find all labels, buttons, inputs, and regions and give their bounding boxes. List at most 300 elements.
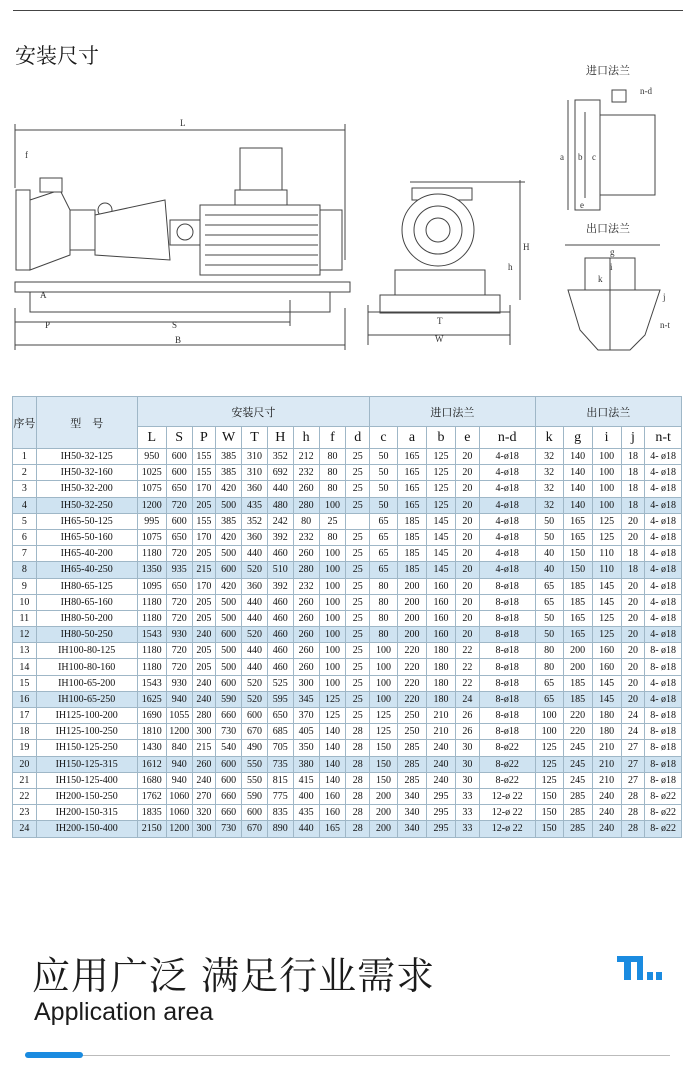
table-cell: 210 (592, 756, 621, 772)
table-cell: 8- ø22 (645, 805, 682, 821)
table-cell: 25 (346, 691, 370, 707)
row-model: IH80-50-250 (36, 627, 137, 643)
table-cell: 25 (346, 562, 370, 578)
table-cell: 28 (621, 821, 645, 837)
table-cell: 440 (242, 610, 268, 626)
table-cell: 285 (563, 788, 592, 804)
table-cell: 8- ø18 (645, 724, 682, 740)
table-cell: 150 (535, 805, 563, 821)
table-cell: 80 (370, 578, 398, 594)
table-cell: 210 (592, 740, 621, 756)
table-cell: 25 (346, 449, 370, 465)
table-cell: 80 (293, 513, 319, 529)
table-cell: 180 (427, 643, 456, 659)
table-cell: 285 (563, 821, 592, 837)
table-cell: 600 (216, 627, 242, 643)
table-cell: 20 (621, 627, 645, 643)
row-model: IH200-150-315 (36, 805, 137, 821)
table-cell: 260 (293, 546, 319, 562)
table-cell: 140 (319, 740, 346, 756)
table-cell: 25 (346, 465, 370, 481)
table-cell: 125 (592, 513, 621, 529)
table-cell: 100 (319, 578, 346, 594)
table-cell: 50 (535, 529, 563, 545)
table-cell: 80 (319, 449, 346, 465)
table-cell: 705 (267, 740, 293, 756)
table-cell: 20 (621, 659, 645, 675)
table-cell: 125 (370, 708, 398, 724)
col-header: W (216, 427, 242, 449)
table-cell: 185 (397, 562, 426, 578)
table-cell: 20 (621, 529, 645, 545)
svg-text:h: h (508, 262, 513, 272)
table-cell: 8-ø18 (479, 594, 535, 610)
table-cell: 660 (216, 788, 242, 804)
table-cell: 100 (370, 659, 398, 675)
table-cell: 100 (535, 724, 563, 740)
table-cell: 1095 (137, 578, 166, 594)
table-cell: 460 (267, 659, 293, 675)
table-cell: 160 (319, 805, 346, 821)
table-cell: 22 (456, 675, 480, 691)
svg-text:B: B (175, 335, 182, 345)
table-cell: 100 (592, 497, 621, 513)
table-cell: 20 (621, 675, 645, 691)
table-cell: 340 (397, 788, 426, 804)
table-cell: 1543 (137, 675, 166, 691)
table-cell: 210 (427, 708, 456, 724)
table-cell: 1060 (166, 805, 192, 821)
table-cell: 242 (267, 513, 293, 529)
table-cell: 650 (166, 529, 192, 545)
table-cell: 20 (621, 594, 645, 610)
table-cell: 600 (242, 805, 268, 821)
col-model: 型 号 (36, 397, 137, 449)
table-cell: 8-ø18 (479, 627, 535, 643)
table-cell: 720 (166, 546, 192, 562)
table-cell: 460 (267, 546, 293, 562)
table-cell: 200 (397, 627, 426, 643)
table-cell: 145 (427, 529, 456, 545)
svg-text:c: c (592, 152, 596, 162)
table-cell: 20 (456, 465, 480, 481)
table-cell: 460 (267, 594, 293, 610)
table-cell: 170 (192, 481, 216, 497)
row-model: IH125-100-250 (36, 724, 137, 740)
table-cell: 480 (267, 497, 293, 513)
table-cell: 125 (319, 691, 346, 707)
table-cell: 165 (397, 449, 426, 465)
row-seq: 7 (13, 546, 37, 562)
table-cell: 1543 (137, 627, 166, 643)
table-cell: 26 (456, 724, 480, 740)
table-cell: 185 (563, 594, 592, 610)
table-cell: 32 (535, 481, 563, 497)
table-row (13, 821, 682, 837)
table-cell: 8- ø18 (645, 708, 682, 724)
table-cell: 160 (427, 610, 456, 626)
table-cell: 250 (397, 724, 426, 740)
table-cell: 180 (592, 724, 621, 740)
inlet-flange-drawing (568, 90, 655, 210)
table-cell: 460 (267, 610, 293, 626)
row-seq: 21 (13, 772, 37, 788)
table-cell: 185 (397, 529, 426, 545)
table-cell: 125 (319, 708, 346, 724)
table-cell: 205 (192, 610, 216, 626)
table-cell: 200 (370, 805, 398, 821)
table-cell: 40 (535, 546, 563, 562)
table-cell: 440 (242, 546, 268, 562)
table-cell: 210 (427, 724, 456, 740)
table-cell: 20 (456, 562, 480, 578)
table-cell: 4- ø18 (645, 691, 682, 707)
table-row (13, 772, 682, 788)
table-cell: 245 (563, 740, 592, 756)
row-seq: 14 (13, 659, 37, 675)
table-cell: 4- ø18 (645, 497, 682, 513)
table-cell: 500 (216, 610, 242, 626)
table-cell: 1075 (137, 529, 166, 545)
table-cell: 310 (242, 449, 268, 465)
table-cell: 280 (293, 562, 319, 578)
table-cell: 30 (456, 740, 480, 756)
row-model: IH80-65-125 (36, 578, 137, 594)
table-cell: 125 (535, 772, 563, 788)
row-model: IH100-65-200 (36, 675, 137, 691)
table-cell: 210 (592, 772, 621, 788)
table-cell: 28 (346, 756, 370, 772)
table-row (13, 610, 682, 626)
row-seq: 13 (13, 643, 37, 659)
row-model: IH50-32-250 (36, 497, 137, 513)
table-cell: 260 (293, 594, 319, 610)
table-cell: 950 (137, 449, 166, 465)
table-cell: 125 (592, 529, 621, 545)
table-cell: 80 (535, 659, 563, 675)
svg-text:T: T (437, 316, 443, 326)
table-cell: 4- ø18 (645, 546, 682, 562)
table-cell: 995 (137, 513, 166, 529)
table-cell: 140 (319, 772, 346, 788)
table-cell: 150 (535, 821, 563, 837)
table-cell: 165 (563, 627, 592, 643)
col-header: h (293, 427, 319, 449)
table-cell: 245 (563, 772, 592, 788)
table-cell: 4-ø18 (479, 513, 535, 529)
table-cell: 50 (370, 465, 398, 481)
table-row (13, 465, 682, 481)
brand-logo-icon (615, 950, 665, 984)
table-cell: 460 (267, 643, 293, 659)
application-title: 应用广泛 满足行业需求 (32, 954, 436, 998)
table-cell: 125 (427, 465, 456, 481)
table-cell: 100 (319, 610, 346, 626)
row-seq: 18 (13, 724, 37, 740)
table-cell: 300 (293, 675, 319, 691)
table-cell: 180 (427, 675, 456, 691)
table-cell: 28 (346, 788, 370, 804)
table-cell: 25 (319, 513, 346, 529)
table-cell: 18 (621, 481, 645, 497)
table-cell: 775 (267, 788, 293, 804)
table-cell: 1180 (137, 546, 166, 562)
table-cell: 20 (456, 610, 480, 626)
table-cell: 940 (166, 772, 192, 788)
row-seq: 9 (13, 578, 37, 594)
table-cell: 125 (427, 497, 456, 513)
table-cell: 8-ø18 (479, 691, 535, 707)
table-cell: 80 (535, 643, 563, 659)
table-cell: 150 (563, 546, 592, 562)
col-header: L (137, 427, 166, 449)
table-cell: 4- ø18 (645, 627, 682, 643)
table-cell: 420 (216, 481, 242, 497)
table-cell: 435 (242, 497, 268, 513)
table-cell: 300 (192, 724, 216, 740)
table-cell: 160 (427, 594, 456, 610)
table-cell: 80 (370, 594, 398, 610)
table-cell: 352 (267, 449, 293, 465)
table-cell: 24 (456, 691, 480, 707)
table-cell: 600 (166, 449, 192, 465)
table-cell: 720 (166, 497, 192, 513)
table-cell: 440 (242, 643, 268, 659)
table-cell: 600 (242, 708, 268, 724)
table-cell: 360 (242, 578, 268, 594)
row-seq: 22 (13, 788, 37, 804)
table-cell: 125 (427, 481, 456, 497)
table-cell: 185 (397, 513, 426, 529)
table-cell: 125 (370, 724, 398, 740)
svg-text:n-d: n-d (640, 86, 652, 96)
table-cell: 100 (319, 643, 346, 659)
table-cell: 25 (346, 659, 370, 675)
table-row (13, 675, 682, 691)
table-cell: 205 (192, 643, 216, 659)
table-cell: 215 (192, 562, 216, 578)
table-cell: 720 (166, 610, 192, 626)
table-cell: 4- ø18 (645, 562, 682, 578)
table-cell: 240 (592, 788, 621, 804)
table-cell: 4- ø18 (645, 465, 682, 481)
table-cell: 4- ø18 (645, 513, 682, 529)
row-model: IH100-80-125 (36, 643, 137, 659)
table-cell: 165 (563, 529, 592, 545)
table-cell: 205 (192, 546, 216, 562)
table-cell: 345 (293, 691, 319, 707)
row-model: IH65-40-250 (36, 562, 137, 578)
table-cell: 935 (166, 562, 192, 578)
table-cell: 18 (621, 562, 645, 578)
table-cell: 145 (592, 675, 621, 691)
table-cell: 140 (563, 481, 592, 497)
table-cell: 352 (242, 513, 268, 529)
col-header: j (621, 427, 645, 449)
table-cell: 145 (592, 578, 621, 594)
svg-text:j: j (663, 292, 666, 302)
table-cell: 940 (166, 691, 192, 707)
table-cell: 30 (456, 772, 480, 788)
table-cell: 33 (456, 788, 480, 804)
table-cell: 340 (397, 821, 426, 837)
table-cell: 295 (427, 805, 456, 821)
table-cell: 160 (319, 788, 346, 804)
table-cell: 100 (592, 449, 621, 465)
table-cell: 18 (621, 465, 645, 481)
table-cell: 8- ø18 (645, 772, 682, 788)
table-cell: 25 (346, 610, 370, 626)
table-cell: 1835 (137, 805, 166, 821)
table-cell: 50 (535, 610, 563, 626)
table-cell: 930 (166, 627, 192, 643)
table-cell: 1055 (166, 708, 192, 724)
table-cell: 20 (456, 449, 480, 465)
table-cell: 280 (293, 497, 319, 513)
table-cell: 260 (293, 610, 319, 626)
table-row (13, 481, 682, 497)
table-cell: 145 (592, 691, 621, 707)
pump-front-view (368, 180, 525, 345)
table-cell: 200 (397, 594, 426, 610)
table-cell: 260 (192, 756, 216, 772)
table-cell: 500 (216, 659, 242, 675)
table-cell: 500 (216, 497, 242, 513)
table-cell: 100 (370, 675, 398, 691)
table-cell: 65 (535, 691, 563, 707)
table-cell: 110 (592, 562, 621, 578)
row-seq: 11 (13, 610, 37, 626)
table-cell: 185 (397, 546, 426, 562)
table-row (13, 691, 682, 707)
table-cell: 1350 (137, 562, 166, 578)
table-cell: 4-ø18 (479, 562, 535, 578)
row-model: IH80-50-200 (36, 610, 137, 626)
table-row (13, 513, 682, 529)
table-cell: 520 (242, 627, 268, 643)
row-seq: 19 (13, 740, 37, 756)
svg-text:n-t: n-t (660, 320, 670, 330)
table-cell: 660 (216, 708, 242, 724)
table-cell: 185 (563, 675, 592, 691)
row-model: IH100-65-250 (36, 691, 137, 707)
table-cell: 25 (346, 578, 370, 594)
table-cell: 155 (192, 513, 216, 529)
table-cell: 4- ø18 (645, 578, 682, 594)
table-cell: 4-ø18 (479, 465, 535, 481)
table-row (13, 578, 682, 594)
table-cell: 200 (370, 821, 398, 837)
table-row (13, 562, 682, 578)
table-cell: 65 (370, 529, 398, 545)
table-cell: 660 (216, 805, 242, 821)
table-cell: 520 (242, 675, 268, 691)
table-cell: 200 (397, 610, 426, 626)
table-cell: 250 (397, 708, 426, 724)
table-cell: 260 (293, 627, 319, 643)
table-cell: 1680 (137, 772, 166, 788)
table-cell: 220 (397, 691, 426, 707)
table-cell: 232 (293, 529, 319, 545)
svg-text:k: k (598, 274, 603, 284)
table-cell: 1025 (137, 465, 166, 481)
table-cell: 385 (216, 449, 242, 465)
table-cell: 1430 (137, 740, 166, 756)
table-cell: 50 (370, 481, 398, 497)
table-row (13, 724, 682, 740)
table-cell: 150 (370, 772, 398, 788)
table-cell: 4-ø18 (479, 481, 535, 497)
table-cell: 145 (427, 562, 456, 578)
table-cell: 4-ø18 (479, 546, 535, 562)
table-cell: 350 (293, 740, 319, 756)
table-cell: 380 (293, 756, 319, 772)
row-model: IH50-32-200 (36, 481, 137, 497)
svg-text:S: S (172, 320, 178, 330)
top-divider (13, 10, 683, 11)
table-cell: 1612 (137, 756, 166, 772)
svg-text:A: A (40, 290, 47, 300)
table-cell: 4- ø18 (645, 449, 682, 465)
table-cell: 650 (267, 708, 293, 724)
table-cell: 20 (621, 691, 645, 707)
table-cell: 650 (166, 578, 192, 594)
table-cell: 18 (621, 449, 645, 465)
table-cell: 440 (293, 821, 319, 837)
table-cell: 8-ø22 (479, 772, 535, 788)
table-cell: 25 (346, 497, 370, 513)
table-cell: 20 (456, 529, 480, 545)
svg-text:i: i (610, 262, 613, 272)
table-cell: 1690 (137, 708, 166, 724)
table-cell: 1200 (166, 821, 192, 837)
table-row (13, 449, 682, 465)
bottom-accent-bar (25, 1052, 83, 1058)
table-cell: 240 (427, 756, 456, 772)
table-cell: 100 (319, 594, 346, 610)
table-cell: 220 (397, 675, 426, 691)
table-cell: 140 (563, 465, 592, 481)
table-cell: 20 (621, 610, 645, 626)
table-cell (346, 513, 370, 529)
table-cell: 510 (267, 562, 293, 578)
table-cell: 165 (397, 497, 426, 513)
table-cell: 25 (346, 594, 370, 610)
table-cell: 65 (370, 546, 398, 562)
table-cell: 200 (370, 788, 398, 804)
table-cell: 32 (535, 465, 563, 481)
table-cell: 32 (535, 449, 563, 465)
table-cell: 140 (319, 724, 346, 740)
table-cell: 20 (621, 578, 645, 594)
table-cell: 28 (621, 805, 645, 821)
table-cell: 525 (267, 675, 293, 691)
table-cell: 28 (346, 805, 370, 821)
row-seq: 5 (13, 513, 37, 529)
spec-table-wrap (12, 396, 682, 838)
col-seq: 序号 (13, 397, 37, 449)
table-cell: 165 (397, 481, 426, 497)
table-cell: 160 (427, 627, 456, 643)
table-cell: 420 (216, 578, 242, 594)
table-cell: 65 (370, 513, 398, 529)
table-cell: 100 (370, 643, 398, 659)
table-cell: 180 (427, 659, 456, 675)
table-cell: 720 (166, 659, 192, 675)
pump-side-view (15, 124, 350, 350)
table-cell: 415 (293, 772, 319, 788)
table-cell: 165 (563, 513, 592, 529)
